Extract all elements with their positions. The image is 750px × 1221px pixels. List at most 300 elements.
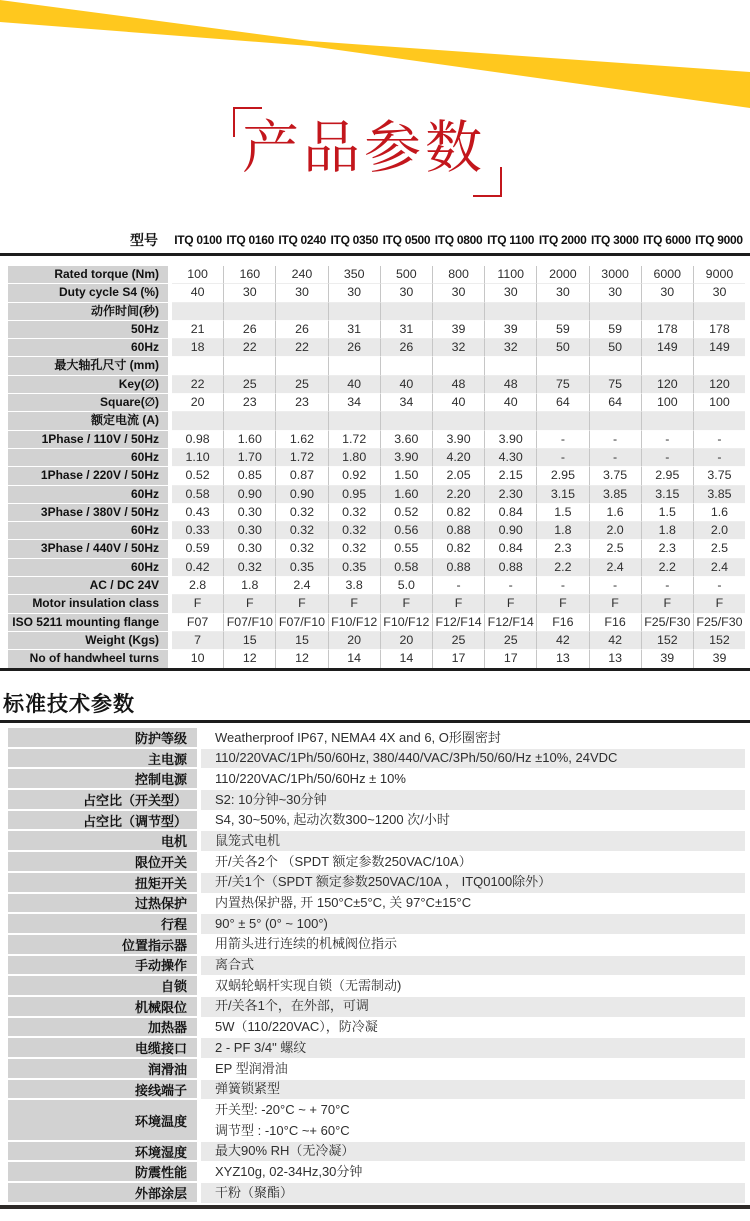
table-cell: 0.90 bbox=[224, 486, 276, 504]
tech-row-value bbox=[201, 1059, 745, 1080]
table-cell: 2.4 bbox=[276, 577, 328, 595]
table-row bbox=[8, 394, 745, 412]
table-cell: 26 bbox=[329, 339, 381, 357]
table-cell: 30 bbox=[224, 284, 276, 302]
table-cell: 50 bbox=[537, 339, 589, 357]
row-label: 60Hz bbox=[8, 449, 168, 467]
table-row bbox=[8, 266, 745, 284]
tech-row bbox=[8, 894, 745, 915]
page-title-block bbox=[229, 104, 502, 197]
tech-row-value bbox=[201, 914, 745, 935]
tech-row-label: 占空比（开关型） bbox=[8, 790, 197, 811]
tech-value-line: 开/关1个（SPDT 额定参数250VAC/10A ， ITQ0100除外） bbox=[215, 874, 552, 890]
table-cell: 2.30 bbox=[485, 486, 537, 504]
table-cell: 18 bbox=[172, 339, 224, 357]
table-cell: 0.87 bbox=[276, 467, 328, 485]
table-cell: 39 bbox=[433, 321, 485, 339]
table-cell: - bbox=[590, 577, 642, 595]
table-cell: 64 bbox=[590, 394, 642, 412]
table-cell bbox=[694, 412, 745, 430]
tech-row bbox=[8, 852, 745, 873]
tech-value-line: 干粉（聚酯） bbox=[215, 1184, 294, 1200]
tech-row-value bbox=[201, 1018, 745, 1039]
table-cell: 178 bbox=[694, 321, 745, 339]
table-cell: 26 bbox=[276, 321, 328, 339]
table-cell: 2.95 bbox=[537, 467, 589, 485]
table-cell: 20 bbox=[329, 632, 381, 650]
tech-row-value bbox=[201, 956, 745, 977]
table-cell: F bbox=[694, 595, 745, 613]
model-header-label: 型号 bbox=[130, 232, 158, 248]
table-cell: 1.5 bbox=[537, 504, 589, 522]
table-cell: 152 bbox=[694, 632, 745, 650]
table-cell: 14 bbox=[329, 650, 381, 668]
table-cell: 26 bbox=[224, 321, 276, 339]
table-row bbox=[8, 522, 745, 540]
table-cell: 0.32 bbox=[224, 559, 276, 577]
tech-value-line: 双蜗轮蜗杆实现自锁（无需制动) bbox=[215, 977, 402, 993]
tech-row-label: 行程 bbox=[8, 914, 197, 935]
tech-row bbox=[8, 811, 745, 832]
table-row bbox=[8, 577, 745, 595]
tech-row-label: 手动操作 bbox=[8, 956, 197, 977]
table-cell: 30 bbox=[537, 284, 589, 302]
table-cell: 160 bbox=[224, 266, 276, 284]
tech-row-label: 扭矩开关 bbox=[8, 873, 197, 894]
model-column-header: ITQ 6000 bbox=[643, 233, 691, 247]
table-row bbox=[8, 486, 745, 504]
table-cell: F bbox=[590, 595, 642, 613]
table-row bbox=[8, 467, 745, 485]
table-cell: 12 bbox=[224, 650, 276, 668]
table-cell: - bbox=[642, 431, 694, 449]
tech-row-label: 主电源 bbox=[8, 749, 197, 770]
tech-row bbox=[8, 749, 745, 770]
tech-row-label: 环境温度 bbox=[8, 1100, 197, 1141]
table-cell bbox=[590, 357, 642, 375]
tech-row-label: 润滑油 bbox=[8, 1059, 197, 1080]
table-row bbox=[8, 650, 745, 668]
table-cell: 100 bbox=[694, 394, 745, 412]
table-cell: 9000 bbox=[694, 266, 745, 284]
table-cell bbox=[276, 412, 328, 430]
table-cell: 2000 bbox=[537, 266, 589, 284]
tech-row-label: 限位开关 bbox=[8, 852, 197, 873]
table-cell: 2.5 bbox=[694, 540, 745, 558]
row-label: Motor insulation class bbox=[8, 595, 168, 613]
table-cell: 48 bbox=[485, 376, 537, 394]
tech-row-value bbox=[201, 873, 745, 894]
row-label: 50Hz bbox=[8, 321, 168, 339]
table-cell bbox=[642, 357, 694, 375]
table-cell: 39 bbox=[642, 650, 694, 668]
table-cell: 0.32 bbox=[329, 504, 381, 522]
table-cell: 30 bbox=[694, 284, 745, 302]
table-cell: 4.20 bbox=[433, 449, 485, 467]
tech-row bbox=[8, 976, 745, 997]
table-cell: F bbox=[224, 595, 276, 613]
table-cell: F bbox=[537, 595, 589, 613]
tech-row-label: 加热器 bbox=[8, 1018, 197, 1039]
table-row bbox=[8, 595, 745, 613]
table-cell: 22 bbox=[224, 339, 276, 357]
table-row bbox=[8, 504, 745, 522]
model-column-header: ITQ 3000 bbox=[590, 233, 639, 247]
tech-row-value bbox=[201, 894, 745, 915]
table-cell: 2.95 bbox=[642, 467, 694, 485]
table-cell: 149 bbox=[642, 339, 694, 357]
tech-row bbox=[8, 1162, 745, 1183]
table-cell bbox=[276, 357, 328, 375]
tech-value-line: 最大90% RH（无冷凝） bbox=[215, 1143, 355, 1159]
tech-row-value bbox=[201, 1142, 745, 1163]
tech-row-label: 占空比（调节型） bbox=[8, 811, 197, 832]
table-cell: 120 bbox=[694, 376, 745, 394]
table-cell: 1.8 bbox=[537, 522, 589, 540]
table-cell bbox=[172, 357, 224, 375]
tech-value-line: 开关型: -20°C ~ + 70°C bbox=[215, 1101, 350, 1117]
table-cell: 20 bbox=[381, 632, 433, 650]
table-cell: 32 bbox=[433, 339, 485, 357]
table-cell: 1.8 bbox=[224, 577, 276, 595]
tech-row-value bbox=[201, 728, 745, 749]
table-cell: 1.72 bbox=[329, 431, 381, 449]
table-cell: F07 bbox=[172, 614, 224, 632]
table-cell: 0.52 bbox=[172, 467, 224, 485]
tech-row-label: 自锁 bbox=[8, 976, 197, 997]
table-cell bbox=[537, 412, 589, 430]
table-cell: 6000 bbox=[642, 266, 694, 284]
table-cell: F25/F30 bbox=[694, 614, 745, 632]
table-row bbox=[8, 540, 745, 558]
tech-value-line: 90° ± 5° (0° ~ 100°) bbox=[215, 915, 328, 931]
table-cell: F07/F10 bbox=[224, 614, 276, 632]
table-cell: 25 bbox=[485, 632, 537, 650]
table-cell: - bbox=[590, 431, 642, 449]
row-label: Key(∅) bbox=[8, 376, 168, 394]
table-cell: 500 bbox=[381, 266, 433, 284]
table-cell: 1100 bbox=[485, 266, 537, 284]
table-cell bbox=[485, 412, 537, 430]
tech-value-line: 110/220VAC/1Ph/50/60Hz, 380/440/VAC/3Ph/50/60/Hz ±10%, 24VDC bbox=[215, 750, 618, 766]
tech-row-value bbox=[201, 1038, 745, 1059]
table-cell: 39 bbox=[694, 650, 745, 668]
tech-value-line: 离合式 bbox=[215, 957, 255, 973]
table-cell: 59 bbox=[537, 321, 589, 339]
table-cell: 15 bbox=[224, 632, 276, 650]
table-cell: F16 bbox=[537, 614, 589, 632]
table-cell: 10 bbox=[172, 650, 224, 668]
table-cell: 3.15 bbox=[642, 486, 694, 504]
table-cell: 25 bbox=[276, 376, 328, 394]
table-top-rule bbox=[0, 253, 750, 256]
table-cell: - bbox=[537, 431, 589, 449]
table-cell bbox=[381, 357, 433, 375]
table-cell bbox=[224, 412, 276, 430]
table-cell: 2.0 bbox=[694, 522, 745, 540]
table-cell bbox=[172, 303, 224, 321]
table-cell: 7 bbox=[172, 632, 224, 650]
table-cell bbox=[537, 303, 589, 321]
table-cell: F07/F10 bbox=[276, 614, 328, 632]
diagonal-ribbon-graphic bbox=[0, 0, 750, 120]
table-cell: 31 bbox=[329, 321, 381, 339]
table-cell: F16 bbox=[590, 614, 642, 632]
table-cell: - bbox=[537, 449, 589, 467]
tech-value-line: Weatherproof IP67, NEMA4 4X and 6, O形圈密封 bbox=[215, 729, 501, 745]
table-cell: 240 bbox=[276, 266, 328, 284]
table-cell: - bbox=[433, 577, 485, 595]
tech-row bbox=[8, 956, 745, 977]
tech-row bbox=[8, 1142, 745, 1163]
tech-value-line: 调节型 : -10°C ~+ 60°C bbox=[215, 1122, 350, 1138]
table-cell: 22 bbox=[172, 376, 224, 394]
table-cell: 350 bbox=[329, 266, 381, 284]
table-cell: 0.32 bbox=[276, 540, 328, 558]
table-cell: 13 bbox=[590, 650, 642, 668]
table-cell: 30 bbox=[642, 284, 694, 302]
table-cell: 152 bbox=[642, 632, 694, 650]
table-cell: 1.6 bbox=[694, 504, 745, 522]
model-column-header: ITQ 1100 bbox=[487, 233, 535, 247]
table-cell: 0.42 bbox=[172, 559, 224, 577]
table-cell bbox=[433, 303, 485, 321]
table-row bbox=[8, 376, 745, 394]
table-cell: 30 bbox=[485, 284, 537, 302]
row-label: 最大轴孔尺寸 (mm) bbox=[8, 357, 168, 375]
row-label: 动作时间(秒) bbox=[8, 303, 168, 321]
table-cell: 40 bbox=[381, 376, 433, 394]
model-column-header: ITQ 0350 bbox=[330, 233, 379, 247]
tech-value-line: S4, 30~50%, 起动次数300~1200 次/小时 bbox=[215, 812, 450, 828]
table-cell: 1.60 bbox=[381, 486, 433, 504]
table-cell: 17 bbox=[485, 650, 537, 668]
table-cell: 42 bbox=[590, 632, 642, 650]
table-cell: 0.90 bbox=[485, 522, 537, 540]
tech-row-value bbox=[201, 997, 745, 1018]
table-cell: 0.88 bbox=[433, 559, 485, 577]
table-cell: - bbox=[590, 449, 642, 467]
page-bottom-rule bbox=[0, 1205, 750, 1209]
table-cell: F12/F14 bbox=[433, 614, 485, 632]
tech-row-label: 防震性能 bbox=[8, 1162, 197, 1183]
row-label: Square(∅) bbox=[8, 394, 168, 412]
table-cell bbox=[329, 357, 381, 375]
table-cell: 14 bbox=[381, 650, 433, 668]
table-row bbox=[8, 614, 745, 632]
table-cell: 0.84 bbox=[485, 540, 537, 558]
table-cell: 0.82 bbox=[433, 540, 485, 558]
table-cell bbox=[224, 357, 276, 375]
table-cell: 0.98 bbox=[172, 431, 224, 449]
table-cell: 3.8 bbox=[329, 577, 381, 595]
table-cell: - bbox=[694, 577, 745, 595]
spec-table bbox=[8, 266, 745, 669]
tech-row-value bbox=[201, 790, 745, 811]
table-cell: 3.75 bbox=[590, 467, 642, 485]
table-cell: 25 bbox=[433, 632, 485, 650]
table-cell: 1.80 bbox=[329, 449, 381, 467]
table-cell: 0.88 bbox=[485, 559, 537, 577]
table-cell bbox=[537, 357, 589, 375]
tech-row-label: 电缆接口 bbox=[8, 1038, 197, 1059]
tech-row bbox=[8, 914, 745, 935]
table-cell: 42 bbox=[537, 632, 589, 650]
table-cell: 0.32 bbox=[329, 522, 381, 540]
tech-row bbox=[8, 1100, 745, 1141]
row-label: 1Phase / 220V / 50Hz bbox=[8, 467, 168, 485]
tech-row-label: 外部涂层 bbox=[8, 1183, 197, 1204]
table-cell: 2.0 bbox=[590, 522, 642, 540]
model-column-header: ITQ 0500 bbox=[382, 233, 431, 247]
table-cell: 1.10 bbox=[172, 449, 224, 467]
table-row bbox=[8, 339, 745, 357]
table-cell: 2.20 bbox=[433, 486, 485, 504]
table-cell: 0.59 bbox=[172, 540, 224, 558]
table-row bbox=[8, 632, 745, 650]
tech-row bbox=[8, 935, 745, 956]
table-cell bbox=[329, 412, 381, 430]
table-cell: 120 bbox=[642, 376, 694, 394]
table-cell bbox=[590, 412, 642, 430]
table-cell: 75 bbox=[537, 376, 589, 394]
table-cell: 3000 bbox=[590, 266, 642, 284]
tech-value-line: 2 - PF 3/4" 螺纹 bbox=[215, 1039, 307, 1055]
table-cell: 0.58 bbox=[172, 486, 224, 504]
model-column-header: ITQ 0160 bbox=[226, 233, 274, 247]
tech-value-line: 110/220VAC/1Ph/50/60Hz ± 10% bbox=[215, 770, 406, 786]
table-cell: 2.8 bbox=[172, 577, 224, 595]
table-cell: 0.32 bbox=[276, 522, 328, 540]
table-cell: F10/F12 bbox=[381, 614, 433, 632]
table-cell: 40 bbox=[485, 394, 537, 412]
table-cell: 178 bbox=[642, 321, 694, 339]
table-cell: 25 bbox=[224, 376, 276, 394]
table-cell: 50 bbox=[590, 339, 642, 357]
table-cell: 22 bbox=[276, 339, 328, 357]
table-cell: 149 bbox=[694, 339, 745, 357]
row-label: 3Phase / 440V / 50Hz bbox=[8, 540, 168, 558]
tech-row bbox=[8, 1038, 745, 1059]
table-row bbox=[8, 449, 745, 467]
table-cell: 1.50 bbox=[381, 467, 433, 485]
model-column-header: ITQ 9000 bbox=[695, 233, 743, 247]
tech-value-line: S2: 10分钟~30分钟 bbox=[215, 791, 327, 807]
tech-row-label: 电机 bbox=[8, 831, 197, 852]
row-label: Duty cycle S4 (%) bbox=[8, 284, 168, 302]
table-cell: 1.62 bbox=[276, 431, 328, 449]
table-cell: 3.90 bbox=[485, 431, 537, 449]
table-cell: 2.05 bbox=[433, 467, 485, 485]
table-cell: 0.30 bbox=[224, 522, 276, 540]
tech-row bbox=[8, 1059, 745, 1080]
model-column-header: ITQ 0100 bbox=[174, 233, 222, 247]
table-cell: 21 bbox=[172, 321, 224, 339]
tech-value-line: XYZ10g, 02-34Hz,30分钟 bbox=[215, 1163, 363, 1179]
table-cell: 39 bbox=[485, 321, 537, 339]
table-cell: 2.3 bbox=[537, 540, 589, 558]
table-cell: F25/F30 bbox=[642, 614, 694, 632]
tech-row-value bbox=[201, 1100, 745, 1141]
table-row bbox=[8, 412, 745, 430]
tech-row bbox=[8, 769, 745, 790]
page-title: 产品参数 bbox=[242, 116, 486, 180]
table-cell: 34 bbox=[381, 394, 433, 412]
table-cell: 0.55 bbox=[381, 540, 433, 558]
table-cell: 100 bbox=[642, 394, 694, 412]
table-cell: 0.52 bbox=[381, 504, 433, 522]
tech-row bbox=[8, 1080, 745, 1101]
table-cell bbox=[276, 303, 328, 321]
table-cell bbox=[642, 412, 694, 430]
table-cell: - bbox=[694, 449, 745, 467]
table-cell: 40 bbox=[329, 376, 381, 394]
table-cell: 59 bbox=[590, 321, 642, 339]
tech-row bbox=[8, 1183, 745, 1204]
table-cell: 40 bbox=[172, 284, 224, 302]
table-cell: 48 bbox=[433, 376, 485, 394]
table-cell: 0.85 bbox=[224, 467, 276, 485]
table-cell: 3.75 bbox=[694, 467, 745, 485]
table-bottom-rule bbox=[0, 668, 750, 671]
table-cell bbox=[329, 303, 381, 321]
table-cell: 3.85 bbox=[694, 486, 745, 504]
table-cell: 5.0 bbox=[381, 577, 433, 595]
tech-row-value bbox=[201, 1162, 745, 1183]
table-cell bbox=[381, 412, 433, 430]
model-column-header: ITQ 0240 bbox=[278, 233, 327, 247]
table-cell bbox=[433, 357, 485, 375]
table-cell: - bbox=[485, 577, 537, 595]
tech-value-line: 内置热保护器, 开 150°C±5°C, 关 97°C±15°C bbox=[215, 895, 472, 910]
table-cell: 32 bbox=[485, 339, 537, 357]
table-cell bbox=[381, 303, 433, 321]
tech-row-value bbox=[201, 976, 745, 997]
table-cell: 26 bbox=[381, 339, 433, 357]
table-cell: 13 bbox=[537, 650, 589, 668]
table-cell: 20 bbox=[172, 394, 224, 412]
table-cell: 0.82 bbox=[433, 504, 485, 522]
table-cell: 3.60 bbox=[381, 431, 433, 449]
row-label: 60Hz bbox=[8, 522, 168, 540]
table-cell: 23 bbox=[224, 394, 276, 412]
tech-row-label: 过热保护 bbox=[8, 894, 197, 915]
table-cell: 15 bbox=[276, 632, 328, 650]
table-cell bbox=[590, 303, 642, 321]
table-cell: 23 bbox=[276, 394, 328, 412]
tech-row-label: 防护等级 bbox=[8, 728, 197, 749]
row-label: 1Phase / 110V / 50Hz bbox=[8, 431, 168, 449]
table-cell: 34 bbox=[329, 394, 381, 412]
tech-value-line: 鼠笼式电机 bbox=[215, 832, 281, 848]
table-cell: 1.72 bbox=[276, 449, 328, 467]
table-cell: 1.6 bbox=[590, 504, 642, 522]
table-cell: F bbox=[642, 595, 694, 613]
table-cell: 3.85 bbox=[590, 486, 642, 504]
table-cell: 0.32 bbox=[329, 540, 381, 558]
table-cell: 0.30 bbox=[224, 504, 276, 522]
tech-value-line: 弹簧锁紧型 bbox=[215, 1081, 281, 1097]
row-label: 3Phase / 380V / 50Hz bbox=[8, 504, 168, 522]
table-cell: 800 bbox=[433, 266, 485, 284]
table-cell: 2.2 bbox=[537, 559, 589, 577]
table-row bbox=[8, 303, 745, 321]
table-row bbox=[8, 284, 745, 302]
table-cell: 75 bbox=[590, 376, 642, 394]
table-cell: 4.30 bbox=[485, 449, 537, 467]
table-cell: F bbox=[172, 595, 224, 613]
tech-row-value bbox=[201, 831, 745, 852]
